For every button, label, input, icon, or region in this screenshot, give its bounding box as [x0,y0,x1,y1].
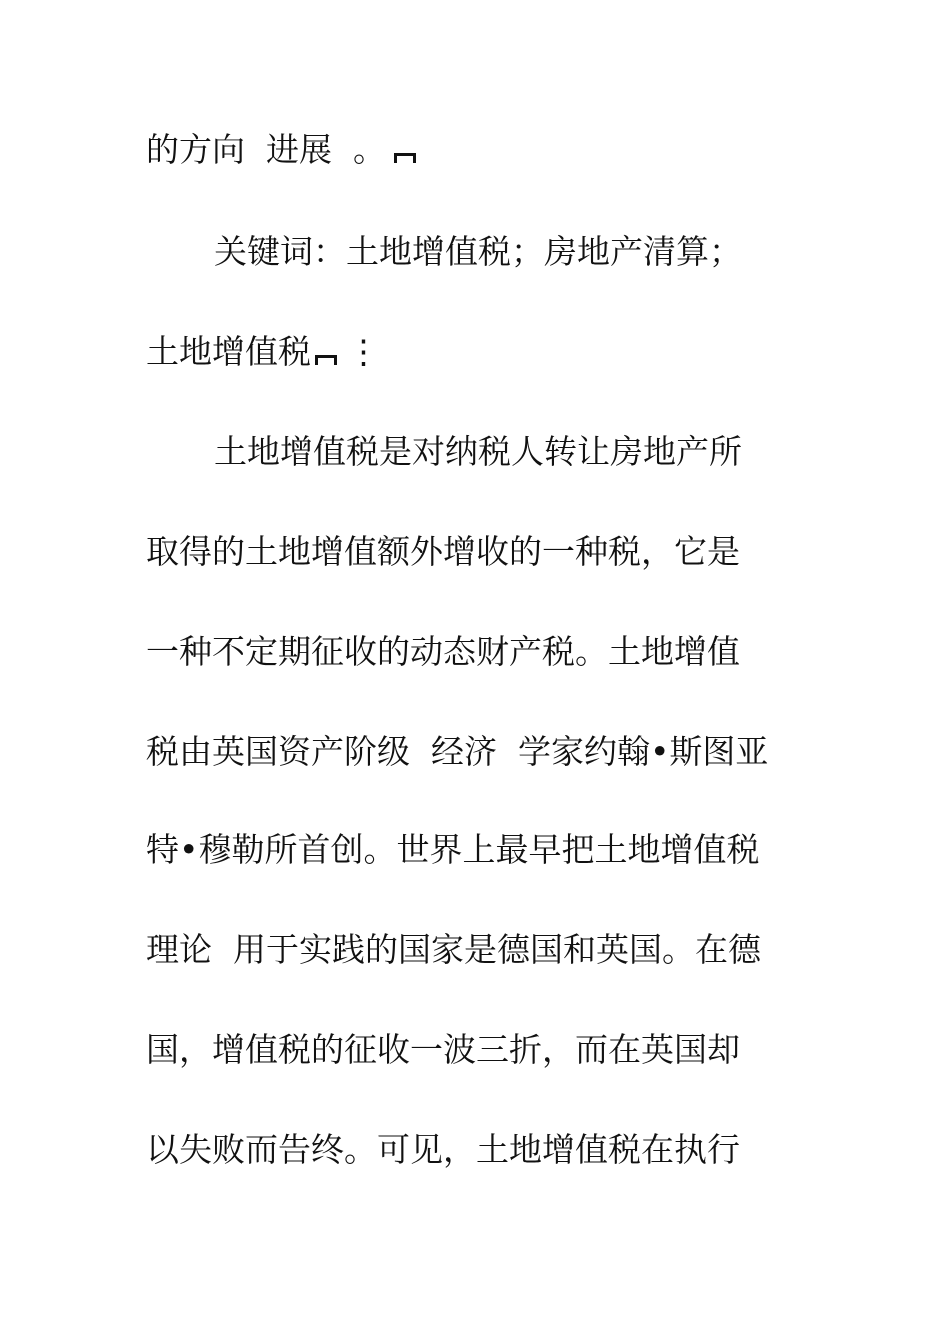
paragraph-line-7-content: 国，增值税的征收一波三折，而在英国却 [146,1030,740,1069]
paragraph-line-7 [146,1030,740,1070]
paragraph-line-1 [214,432,742,472]
paragraph-line-3-content: 一种不定期征收的动态财产税。土地增值 [146,632,740,671]
footnote-bracket-icon [313,349,343,369]
paragraph-line-8 [146,1130,740,1170]
paragraph-line-5 [146,830,759,870]
paragraph-line-3 [146,632,740,672]
text-line-1 [146,130,422,170]
heading-line [146,332,380,372]
keywords-content: 关键词：土地增值税；房地产清算； [214,232,742,271]
heading-content: 土地增值税 [146,332,311,371]
paragraph-line-4 [146,732,768,772]
paragraph-line-5-content: 特•穆勒所首创。世界上最早把土地增值税 [146,830,760,869]
paragraph-line-4-content: 税由英国资产阶级 经济 学家约翰•斯图亚 [146,732,769,771]
paragraph-line-8-content: 以失败而告终。可见，土地增值税在执行 [146,1130,740,1169]
paragraph-line-2 [146,532,740,572]
paragraph-line-6-content: 理论 用于实践的国家是德国和英国。在德 [146,930,761,969]
keywords-line [214,232,742,272]
vertical-ellipsis: ⋮ [347,332,380,371]
text-line-1-content: 的方向 进展 。 [146,130,386,169]
paragraph-line-1-content: 土地增值税是对纳税人转让房地产所 [214,432,742,471]
paragraph-line-2-content: 取得的土地增值额外增收的一种税，它是 [146,532,740,571]
paragraph-line-6 [146,930,761,970]
footnote-bracket-icon [392,147,422,167]
